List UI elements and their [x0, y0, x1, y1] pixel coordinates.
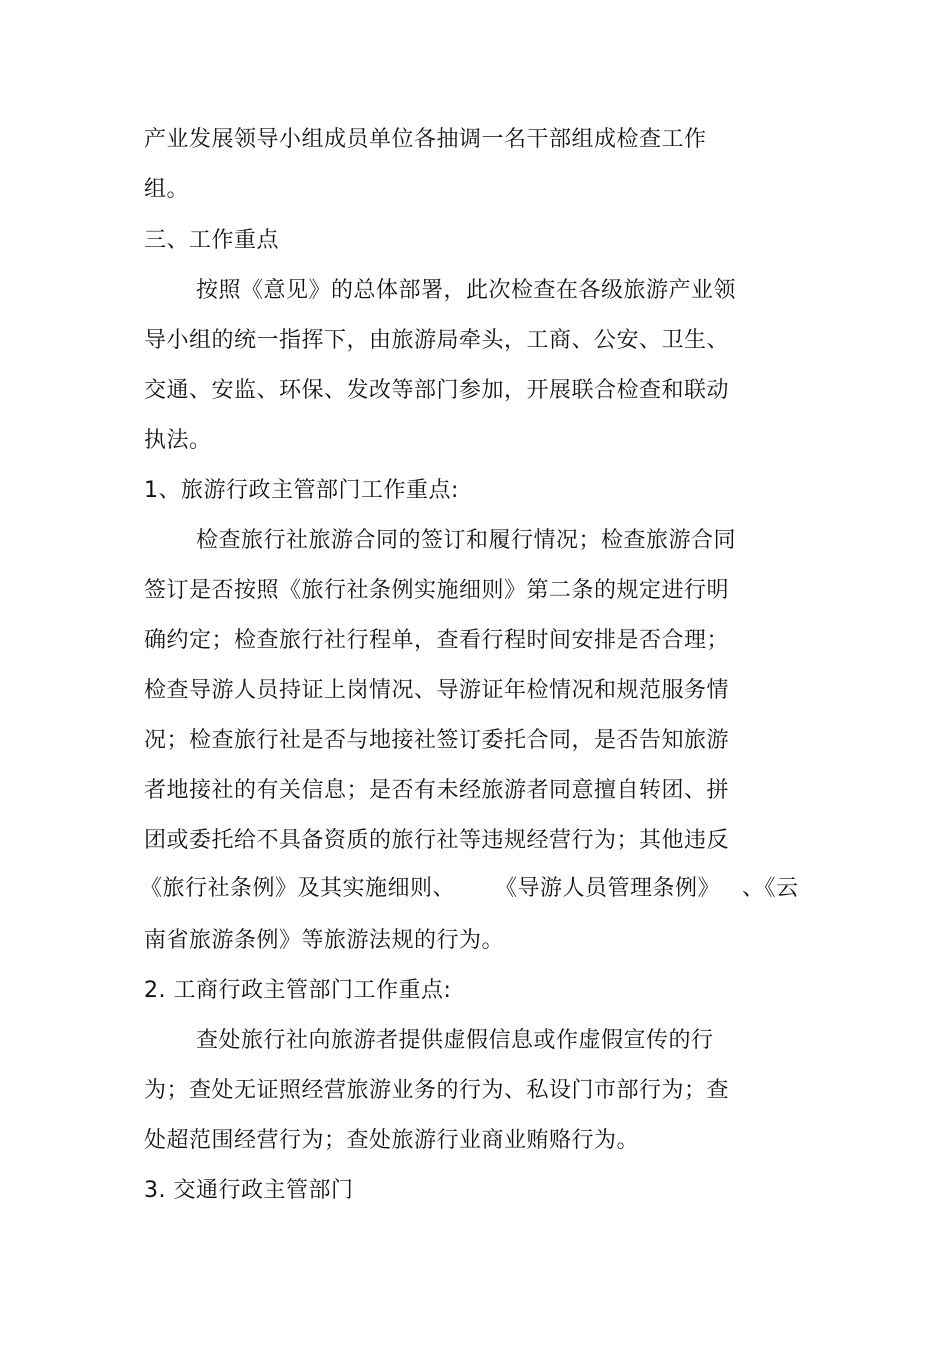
text-line: 查处旅行社向旅游者提供虚假信息或作虚假宣传的行 [196, 1028, 714, 1053]
subsection-heading: 2. 工商行政主管部门工作重点: [144, 978, 452, 1003]
text-line: 组。 [144, 177, 190, 202]
text-line: 执法。 [144, 428, 212, 453]
text-line: 产业发展领导小组成员单位各抽调一名干部组成检查工作 [144, 127, 707, 152]
text-fragment: 《旅行社条例》及其实施细则、 [140, 876, 456, 901]
text-line: 况；检查旅行社是否与地接社签订委托合同，是否告知旅游 [144, 728, 730, 753]
text-line [140, 874, 799, 904]
section-heading: 三、工作重点 [144, 228, 280, 253]
text-line: 处超范围经营行为；查处旅游行业商业贿赂行为。 [144, 1128, 640, 1153]
text-fragment: 、《云 [742, 876, 799, 901]
subsection-heading: 3. 交通行政主管部门 [144, 1178, 354, 1203]
text-line: 交通、安监、环保、发改等部门参加，开展联合检查和联动 [144, 378, 730, 403]
text-line: 导小组的统一指挥下，由旅游局牵头，工商、公安、卫生、 [144, 328, 730, 353]
text-line: 按照《意见》的总体部署，此次检查在各级旅游产业领 [196, 278, 737, 303]
text-line: 签订是否按照《旅行社条例实施细则》第二条的规定进行明 [144, 578, 730, 603]
subsection-heading: 1、旅游行政主管部门工作重点: [144, 478, 459, 503]
text-fragment: 《导游人员管理条例》 [495, 876, 721, 901]
text-line: 检查旅行社旅游合同的签订和履行情况；检查旅游合同 [196, 528, 737, 553]
text-line: 南省旅游条例》等旅游法规的行为。 [144, 928, 505, 953]
text-line: 确约定；检查旅行社行程单，查看行程时间安排是否合理； [144, 628, 730, 653]
text-line: 为；查处无证照经营旅游业务的行为、私设门市部行为；查 [144, 1078, 730, 1103]
text-line: 检查导游人员持证上岗情况、导游证年检情况和规范服务情 [144, 678, 730, 703]
text-line: 者地接社的有关信息；是否有未经旅游者同意擅自转团、拼 [144, 778, 730, 803]
text-line: 团或委托给不具备资质的旅行社等违规经营行为；其他违反 [144, 828, 730, 853]
